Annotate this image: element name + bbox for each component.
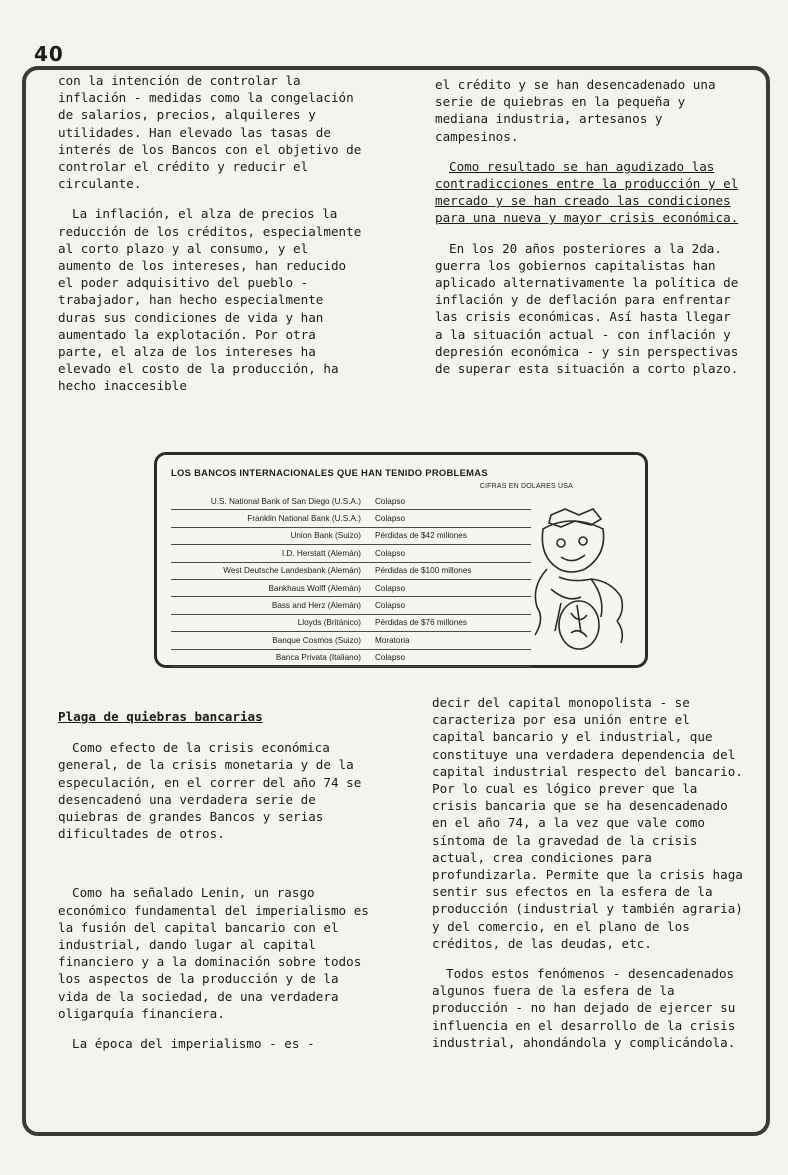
bank-name: Bankhaus Wolff (Alemán) <box>268 583 361 593</box>
table-row <box>171 632 531 649</box>
bank-name: Bass and Herz (Alemán) <box>271 601 361 611</box>
paragraph: En los 20 años posteriores a la 2da. guerra los gobiernos capitalistas han aplicado alternativamente la política de inflación y de deflación para enfrentar las crisis económicas. Así hasta llegar a la situación actual - con inflación y depresión económica - y sin perspectivas de superar esta situación a corto plazo. <box>435 240 739 377</box>
bank-status: Pérdidas de $76 millones <box>375 618 467 628</box>
paragraph: La inflación, el alza de precios la reducción de los créditos, especialmente al corto plazo y al consumo, y el aumento de los intereses, han reducido el poder adquisitivo del pueblo - trabajador, han hecho especialmente duras sus condiciones de vida y han aumentado la explotación. Por otra parte, el alza de los intereses ha elevado el costo de la producción, ha hecho inaccesible <box>58 206 362 394</box>
table-row <box>171 580 531 597</box>
left-top-column <box>58 72 368 408</box>
bank-name: West Deutsche Landesbank (Alemán) <box>223 566 361 576</box>
table-row <box>171 563 531 580</box>
right-bottom-column <box>432 694 750 1064</box>
bank-name: I.D. Herstatt (Alemán) <box>281 548 361 558</box>
table-row <box>171 510 531 527</box>
table-row <box>171 615 531 632</box>
bank-name: Union Bank (Suizo) <box>290 531 361 541</box>
right-top-column <box>435 76 745 390</box>
paragraph: el crédito y se han desencadenado una serie de quiebras en la pequeña y mediana industria, artesanos y campesinos. <box>435 77 716 144</box>
bank-status: Colapso <box>375 548 406 558</box>
bank-status: Pérdidas de $42 millones <box>375 531 467 541</box>
paragraph: decir del capital monopolista - se caracteriza por esa unión entre el capital bancario y el industrial, que constituye una verdadera dependencia del capital industrial respecto del bancario. Por lo cual es lógico prever que la crisis bancaria que se ha desencadenado en el año 74, a la vez que vale como síntoma de la gravedad de la crisis actual, crea condiciones para profundizarla. Permite que la crisis haga sentir sus efectos en la esfera de la producción (industrial y también agraria) y del comercio, en el plano de los créditos, de las deudas, etc. <box>432 695 743 951</box>
bank-name: Banca Privata (Italiano) <box>275 653 361 663</box>
bank-status: Colapso <box>375 653 406 663</box>
bank-name: U.S. National Bank of San Diego (U.S.A.) <box>210 496 361 506</box>
bank-status: Colapso <box>375 583 406 593</box>
paragraph: La época del imperialismo - es - <box>72 1036 315 1052</box>
paragraph: Como efecto de la crisis económica general, de la crisis monetaria y de la especulación, en el correr del año 74 se desencadenó una verdadera serie de quiebras de grandes Bancos y serias dificultades de otros. <box>58 740 362 842</box>
bank-name: Banque Cosmos (Suizo) <box>272 635 361 645</box>
bank-status: Pérdidas de $100 millones <box>375 566 472 576</box>
paragraph: Todos estos fenómenos - desencadenados algunos fuera de la esfera de la producción - no han dejado de ejercer su influencia en el desarrollo de la crisis industrial, ahondándola y complicándola. <box>432 966 736 1050</box>
bank-status: Colapso <box>375 496 406 506</box>
table-row <box>171 493 531 510</box>
table-title: LOS BANCOS INTERNACIONALES QUE HAN TENIDO PROBLEMAS <box>171 467 488 478</box>
lion-crest-illustration <box>521 507 631 657</box>
section-heading: Plaga de quiebras bancarias <box>58 709 263 724</box>
bank-status: Colapso <box>375 601 406 611</box>
paragraph: con la intención de controlar la inflación - medidas como la congelación de salarios, precios, alquileres y utilidades. Han elevado las tasas de interés de los Bancos con el objetivo de controlar el crédito y reducir el circulante. <box>58 73 362 192</box>
table-subtitle: CIFRAS EN DOLARES USA <box>479 483 573 490</box>
table-row <box>171 597 531 614</box>
table-row <box>171 528 531 545</box>
underlined-paragraph: Como resultado se han agudizado las contradicciones entre la producción y el mercado y se han creado las condiciones para una nueva y mayor crisis económica. <box>435 158 739 226</box>
bank-status: Colapso <box>375 514 406 524</box>
table-row <box>171 545 531 562</box>
bank-name: Lloyds (Británico) <box>297 618 361 628</box>
left-bottom-column <box>58 708 370 1065</box>
bank-name: Franklin National Bank (U.S.A.) <box>247 514 361 524</box>
table-row <box>171 650 531 667</box>
bank-status: Moratoria <box>375 635 410 645</box>
banks-table <box>154 452 648 668</box>
table-rows <box>171 493 531 667</box>
paragraph: Como ha señalado Lenin, un rasgo económico fundamental del imperialismo es la fusión del capital bancario con el industrial, dando lugar al capital financiero y a la dominación sobre todos los aspectos de la producción y de la vida de la sociedad, de una verdadera oligarquía financiera. <box>58 885 369 1021</box>
page-number: 40 <box>34 42 64 66</box>
